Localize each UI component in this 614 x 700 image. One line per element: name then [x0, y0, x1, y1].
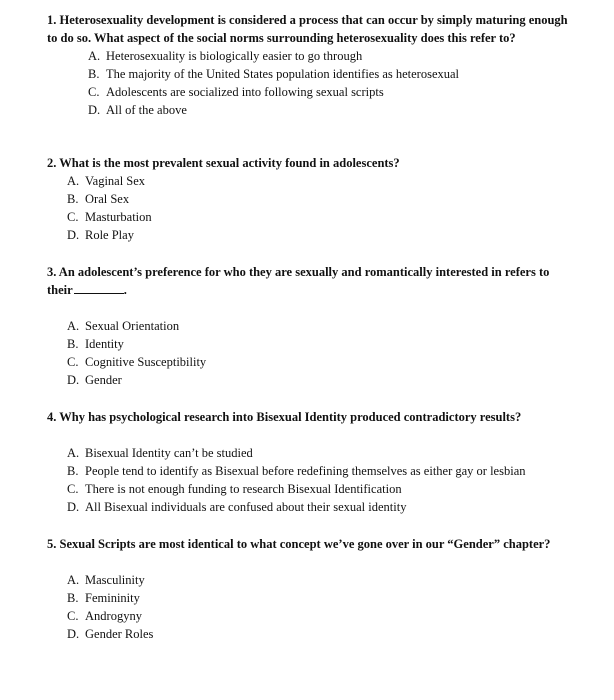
answer-options [67, 571, 577, 643]
question-stem: 5. Sexual Scripts are most identical to what concept we’ve gone over in our “Gender” chapter? [47, 537, 551, 551]
answer-option: D. Gender Roles [67, 627, 154, 641]
question-5 [47, 535, 577, 643]
answer-option: B. People tend to identify as Bisexual before redefining themselves as either gay or lesbian [67, 464, 526, 478]
question-3 [47, 263, 577, 389]
answer-option: B. Femininity [67, 591, 140, 605]
answer-option: B. Oral Sex [67, 192, 130, 206]
answer-options [88, 47, 577, 119]
answer-blank [74, 281, 124, 294]
answer-option: A. Bisexual Identity can’t be studied [67, 446, 253, 460]
answer-option: C. Masturbation [67, 210, 152, 224]
answer-options [67, 317, 577, 389]
answer-option: B. Identity [67, 337, 124, 351]
answer-options [67, 172, 577, 244]
answer-options [67, 444, 577, 516]
question-2 [47, 154, 577, 244]
answer-option: A. Sexual Orientation [67, 319, 180, 333]
question-stem: 1. Heterosexuality development is considered a process that can occur by simply maturing enough to do so. What aspect of the social norms surrounding heterosexuality does this refer to? [47, 13, 568, 45]
question-stem: 3. An adolescent’s preference for who they are sexually and romantically interested in refers to their . [47, 265, 550, 297]
answer-option: C. Androgyny [67, 609, 142, 623]
question-stem: 2. What is the most prevalent sexual activity found in adolescents? [47, 156, 400, 170]
answer-option: A. Masculinity [67, 573, 145, 587]
answer-option: D. All of the above [88, 103, 187, 117]
answer-option: C. Adolescents are socialized into following sexual scripts [88, 85, 384, 99]
question-4 [47, 408, 577, 516]
answer-option: A. Heterosexuality is biologically easier to go through [88, 49, 363, 63]
question-stem: 4. Why has psychological research into Bisexual Identity produced contradictory results? [47, 410, 522, 424]
answer-option: B. The majority of the United States population identifies as heterosexual [88, 67, 460, 81]
answer-option: C. There is not enough funding to research Bisexual Identification [67, 482, 402, 496]
question-1 [47, 11, 577, 119]
answer-option: D. All Bisexual individuals are confused about their sexual identity [67, 500, 407, 514]
answer-option: A. Vaginal Sex [67, 174, 146, 188]
answer-option: D. Gender [67, 373, 122, 387]
answer-option: D. Role Play [67, 228, 134, 242]
answer-option: C. Cognitive Susceptibility [67, 355, 207, 369]
